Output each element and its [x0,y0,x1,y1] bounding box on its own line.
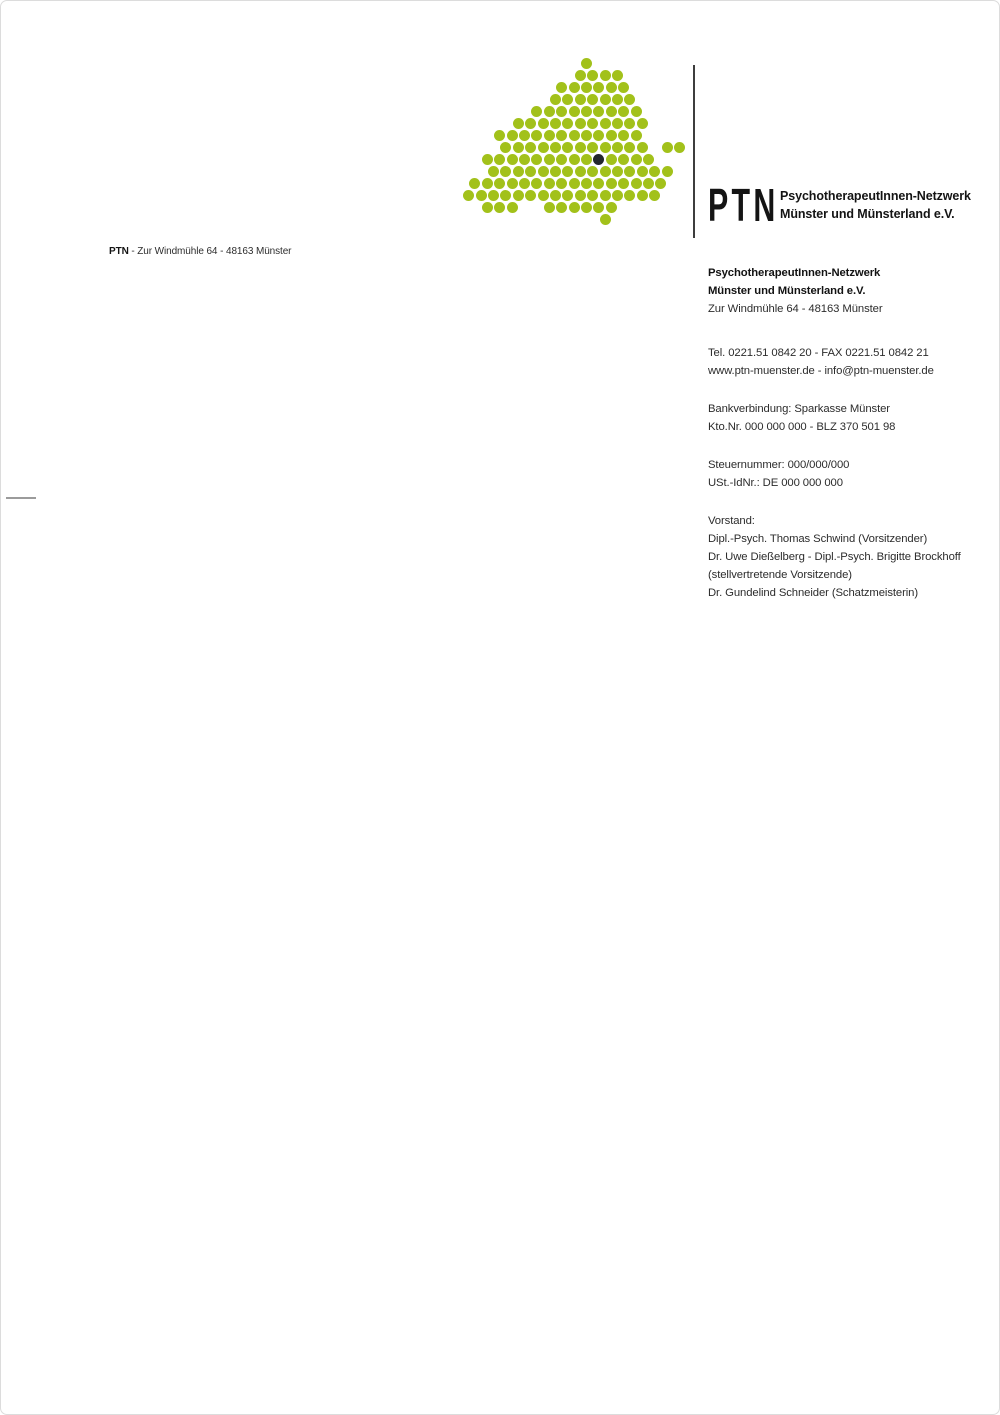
map-dot [649,166,660,177]
map-dot [569,130,580,141]
map-dot [581,178,592,189]
tax-number-line: Steuernummer: 000/000/000 [708,459,850,471]
map-dot [606,202,617,213]
map-dot [513,166,524,177]
map-dot [513,142,524,153]
map-dot [662,166,673,177]
phone-web-group [708,344,978,380]
board-member-line1: Dipl.-Psych. Thomas Schwind (Vorsitzender) [708,533,928,545]
map-dot [513,118,524,129]
sender-address: - Zur Windmühle 64 - 48163 Münster [128,246,292,257]
map-dot [556,202,567,213]
map-dot [494,130,505,141]
map-dot [525,118,536,129]
map-dot [575,190,586,201]
map-dot [575,70,586,81]
map-dot [624,118,635,129]
board-member-line2: Dr. Uwe Dießelberg - Dipl.-Psych. Brigitte Brockhoff [708,551,961,563]
map-dot [606,82,617,93]
map-dot [562,142,573,153]
map-dot [587,190,598,201]
map-dot [550,190,561,201]
map-dot [556,106,567,117]
map-dot [538,190,549,201]
map-dot [637,166,648,177]
map-dot [593,178,604,189]
map-dot [494,154,505,165]
map-dot [618,106,629,117]
map-dot [624,190,635,201]
map-dot [612,94,623,105]
map-dot [500,166,511,177]
org-street-address: Zur Windmühle 64 - 48163 Münster [708,303,883,315]
map-dot [525,166,536,177]
map-dot [606,130,617,141]
map-dot [507,130,518,141]
map-dot [600,70,611,81]
map-dot [519,154,530,165]
map-dot [569,154,580,165]
map-dot [531,178,542,189]
board-member-line4: Dr. Gundelind Schneider (Schatzmeisterin) [708,587,919,599]
map-dot [488,190,499,201]
map-dot [587,166,598,177]
bank-group [708,400,978,436]
map-dot [494,178,505,189]
map-dot [612,142,623,153]
web-email-line: www.ptn-muenster.de - info@ptn-muenster.de [708,365,934,377]
map-dot [507,154,518,165]
map-dot [519,178,530,189]
map-dot [631,178,642,189]
map-dot [538,142,549,153]
map-dot [612,190,623,201]
map-dot [643,178,654,189]
map-dot [618,82,629,93]
map-dot [531,154,542,165]
board-heading: Vorstand: [708,515,755,527]
map-dot [556,178,567,189]
map-dot [593,202,604,213]
vat-id-line: USt.-IdNr.: DE 000 000 000 [708,477,843,489]
map-dot [544,202,555,213]
map-dot [500,142,511,153]
map-dot [624,142,635,153]
map-dot [600,118,611,129]
map-dot [575,94,586,105]
map-dot [631,130,642,141]
logo-divider-line [693,65,695,238]
map-dot [544,130,555,141]
org-name-line1: PsychotherapeutInnen-Netzwerk [708,267,881,279]
map-dot [538,166,549,177]
map-dot [618,178,629,189]
map-dot [531,130,542,141]
board-member-line3: (stellvertretende Vorsitzende) [708,569,852,581]
org-name-line2: Münster und Münsterland e.V. [708,285,866,297]
map-dot [569,202,580,213]
map-dot [606,154,617,165]
map-dot [544,154,555,165]
map-dot [587,70,598,81]
map-dot [618,130,629,141]
map-dot [507,178,518,189]
map-dot [600,142,611,153]
map-dot [606,106,617,117]
tax-group [708,456,978,492]
map-dot [569,106,580,117]
map-dot [463,190,474,201]
phone-fax-line: Tel. 0221.51 0842 20 - FAX 0221.51 0842 21 [708,347,929,359]
map-dot [538,118,549,129]
logo-tagline-line1: PsychotherapeutInnen-Netzwerk [780,189,971,203]
map-dot [637,190,648,201]
map-dot [581,82,592,93]
map-dot [550,142,561,153]
map-dot [600,166,611,177]
bank-name-line: Bankverbindung: Sparkasse Münster [708,403,890,415]
map-dot [581,130,592,141]
map-dot [593,106,604,117]
map-dot [612,70,623,81]
sender-org-abbr: PTN [109,246,129,257]
map-dot [643,154,654,165]
map-dot [581,58,592,69]
map-dot [550,166,561,177]
bank-account-line: Kto.Nr. 000 000 000 - BLZ 370 501 98 [708,421,896,433]
fold-mark [6,497,36,499]
org-address-group [708,264,978,318]
map-dot [575,142,586,153]
map-dot [519,130,530,141]
map-dot [562,94,573,105]
map-dot [587,94,598,105]
map-dot [544,178,555,189]
map-dot [575,118,586,129]
map-dot [550,94,561,105]
map-marker-dot [593,154,604,165]
map-dot [575,166,586,177]
map-dot [482,202,493,213]
map-dot [488,166,499,177]
map-dot [550,118,561,129]
map-dot [600,190,611,201]
muensterland-dot-map-logo [457,58,689,228]
map-dot [513,190,524,201]
map-dot [624,94,635,105]
map-dot [600,94,611,105]
map-dot [556,82,567,93]
map-dot [600,214,611,225]
map-dot [482,178,493,189]
board-group [708,512,978,602]
map-dot [531,106,542,117]
map-dot [500,190,511,201]
map-dot [525,190,536,201]
map-dot [662,142,673,153]
map-dot [494,202,505,213]
map-dot [587,142,598,153]
map-dot [556,130,567,141]
map-dot [674,142,685,153]
logo-tagline [780,188,971,223]
map-dot [606,178,617,189]
map-dot [593,130,604,141]
map-dot [655,178,666,189]
map-dot [544,106,555,117]
map-dot [562,118,573,129]
map-dot [569,178,580,189]
contact-info-block [708,264,978,622]
map-dot [618,154,629,165]
ptn-wordmark: PTN [708,179,779,231]
map-dot [581,202,592,213]
map-dot [593,82,604,93]
map-dot [469,178,480,189]
map-dot [612,166,623,177]
map-dot [556,154,567,165]
map-dot [637,118,648,129]
map-dot [476,190,487,201]
map-dot [612,118,623,129]
map-dot [562,166,573,177]
logo-tagline-line2: Münster und Münsterland e.V. [780,206,955,221]
map-dot [637,142,648,153]
map-dot [624,166,635,177]
map-dot [587,118,598,129]
map-dot [482,154,493,165]
map-dot [631,154,642,165]
map-dot [649,190,660,201]
map-dot [581,106,592,117]
map-dot [507,202,518,213]
map-dot [631,106,642,117]
map-dot [525,142,536,153]
map-dot [562,190,573,201]
map-dot [581,154,592,165]
map-dot [569,82,580,93]
sender-line [109,246,291,257]
